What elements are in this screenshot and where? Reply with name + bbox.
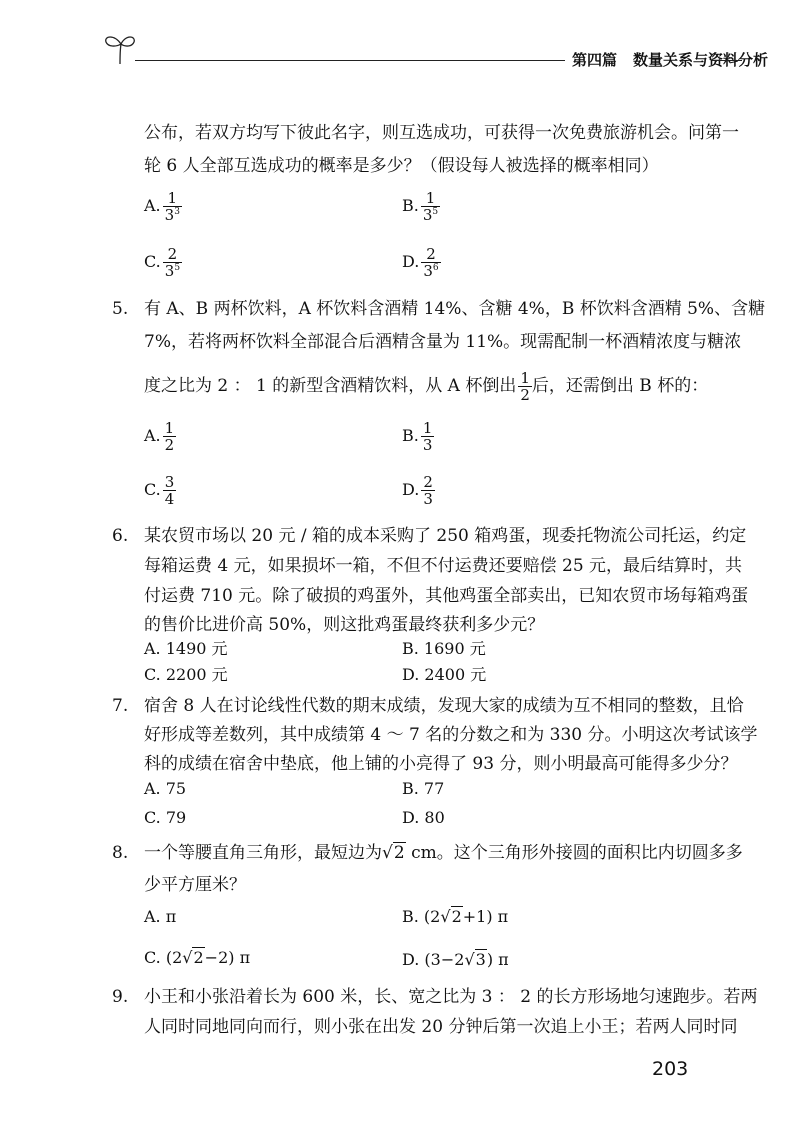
q5-line-2: 7%，若将两杯饮料全部混合后酒精含量为 11%。现需配制一杯酒精浓度与糖浓 [144, 332, 742, 352]
q6-option-d: D. 2400 元 [402, 665, 487, 684]
q4-option-d: D. $\frac{2}{3^6}$ [402, 245, 439, 280]
q5-option-d: D. $\frac{2}{3}$ [402, 473, 433, 508]
q6-line-2: 每箱运费 4 元，如果损坏一箱，不但不付运费还要赔偿 25 元，最后结算时，共 [144, 556, 743, 576]
q5-option-b: B. $\frac{1}{3}$ [402, 419, 433, 454]
q9-number: 9. [112, 987, 129, 1007]
q5-option-a: A. $\frac{1}{2}$ [144, 419, 175, 454]
section-title [572, 49, 784, 70]
section-part: 第四篇 [572, 51, 618, 69]
q7-option-d: D. 80 [402, 808, 445, 827]
q7-line-2: 好形成等差数列，其中成绩第 4 ～ 7 名的分数之和为 330 分。小明这次考试该学 [144, 725, 758, 745]
section-name: 数量关系与资料分析 [633, 51, 769, 69]
q6-line-4: 的售价比进价高 50%，则这批鸡蛋最终获利多少元？ [144, 615, 545, 635]
q6-line-1: 某农贸市场以 20 元 / 箱的成本采购了 250 箱鸡蛋，现委托物流公司托运，约定 [144, 526, 747, 546]
q9-line-1: 小王和小张沿着长为 600 米，长、宽之比为 3 ： 2 的长方形场地匀速跑步。若两 [144, 987, 758, 1007]
q8-option-c: C. (2√2−2) π [144, 948, 251, 967]
q8-option-d: D. (3−2√3) π [402, 950, 509, 969]
q9-line-2: 人同时同地同向而行，则小张在出发 20 分钟后第一次追上小王；若两人同时同 [144, 1017, 738, 1037]
q4-option-c: C. $\frac{2}{3^5}$ [144, 245, 181, 280]
q6-number: 6. [112, 526, 129, 546]
q7-option-a: A. 75 [144, 779, 187, 798]
q7-option-b: B. 77 [402, 779, 445, 798]
q4-line-2: 轮 6 人全部互选成功的概率是多少？（假设每人被选择的概率相同） [144, 156, 659, 176]
q8-number: 8. [112, 843, 129, 863]
page-number: 203 [652, 1058, 689, 1080]
page-header [100, 30, 769, 90]
q4-option-b: B. $\frac{1}{3^5}$ [402, 189, 439, 224]
q8-line-2: 少平方厘米？ [144, 875, 246, 895]
header-rule-left [135, 60, 565, 61]
q6-option-b: B. 1690 元 [402, 639, 486, 658]
q8-option-b: B. (2√2+1) π [402, 907, 509, 926]
header-rule-right [712, 60, 742, 61]
q7-number: 7. [112, 696, 129, 716]
q7-line-3: 科的成绩在宿舍中垫底，他上铺的小亮得了 93 分，则小明最高可能得多少分？ [144, 754, 738, 774]
q5-number: 5. [112, 299, 129, 319]
q6-option-a: A. 1490 元 [144, 639, 228, 658]
q5-inline-fraction: $\frac{1}{2}$ [520, 369, 530, 404]
q4-line-1: 公布，若双方均写下彼此名字，则互选成功，可获得一次免费旅游机会。问第一 [144, 123, 739, 143]
q6-option-c: C. 2200 元 [144, 665, 228, 684]
q5-option-c: C. $\frac{3}{4}$ [144, 473, 175, 508]
q7-option-c: C. 79 [144, 808, 187, 827]
q6-line-3: 付运费 710 元。除了破损的鸡蛋外，其他鸡蛋全部卖出，已知农贸市场每箱鸡蛋 [144, 586, 749, 606]
q7-line-1: 宿舍 8 人在讨论线性代数的期末成绩，发现大家的成绩为互不相同的整数，且恰 [144, 696, 744, 716]
q5-line-1: 有 A、B 两杯饮料，A 杯饮料含酒精 14%、含糖 4%，B 杯饮料含酒精 5%、含糖 [144, 299, 766, 319]
sqrt-symbol: √2 [382, 843, 405, 863]
sprout-icon [100, 30, 140, 66]
q8-line-1: 一个等腰直角三角形，最短边为√2 cm。这个三角形外接圆的面积比内切圆多多 [144, 840, 743, 866]
q8-option-a: A. π [144, 907, 177, 926]
q4-option-a: A. $\frac{1}{3^3}$ [144, 189, 180, 224]
q5-line-3: 度之比为 2 ： 1 的新型含酒精饮料，从 A 杯倒出 $\frac{1}{2}$ 后，还需倒出 B 杯的： [144, 369, 709, 404]
